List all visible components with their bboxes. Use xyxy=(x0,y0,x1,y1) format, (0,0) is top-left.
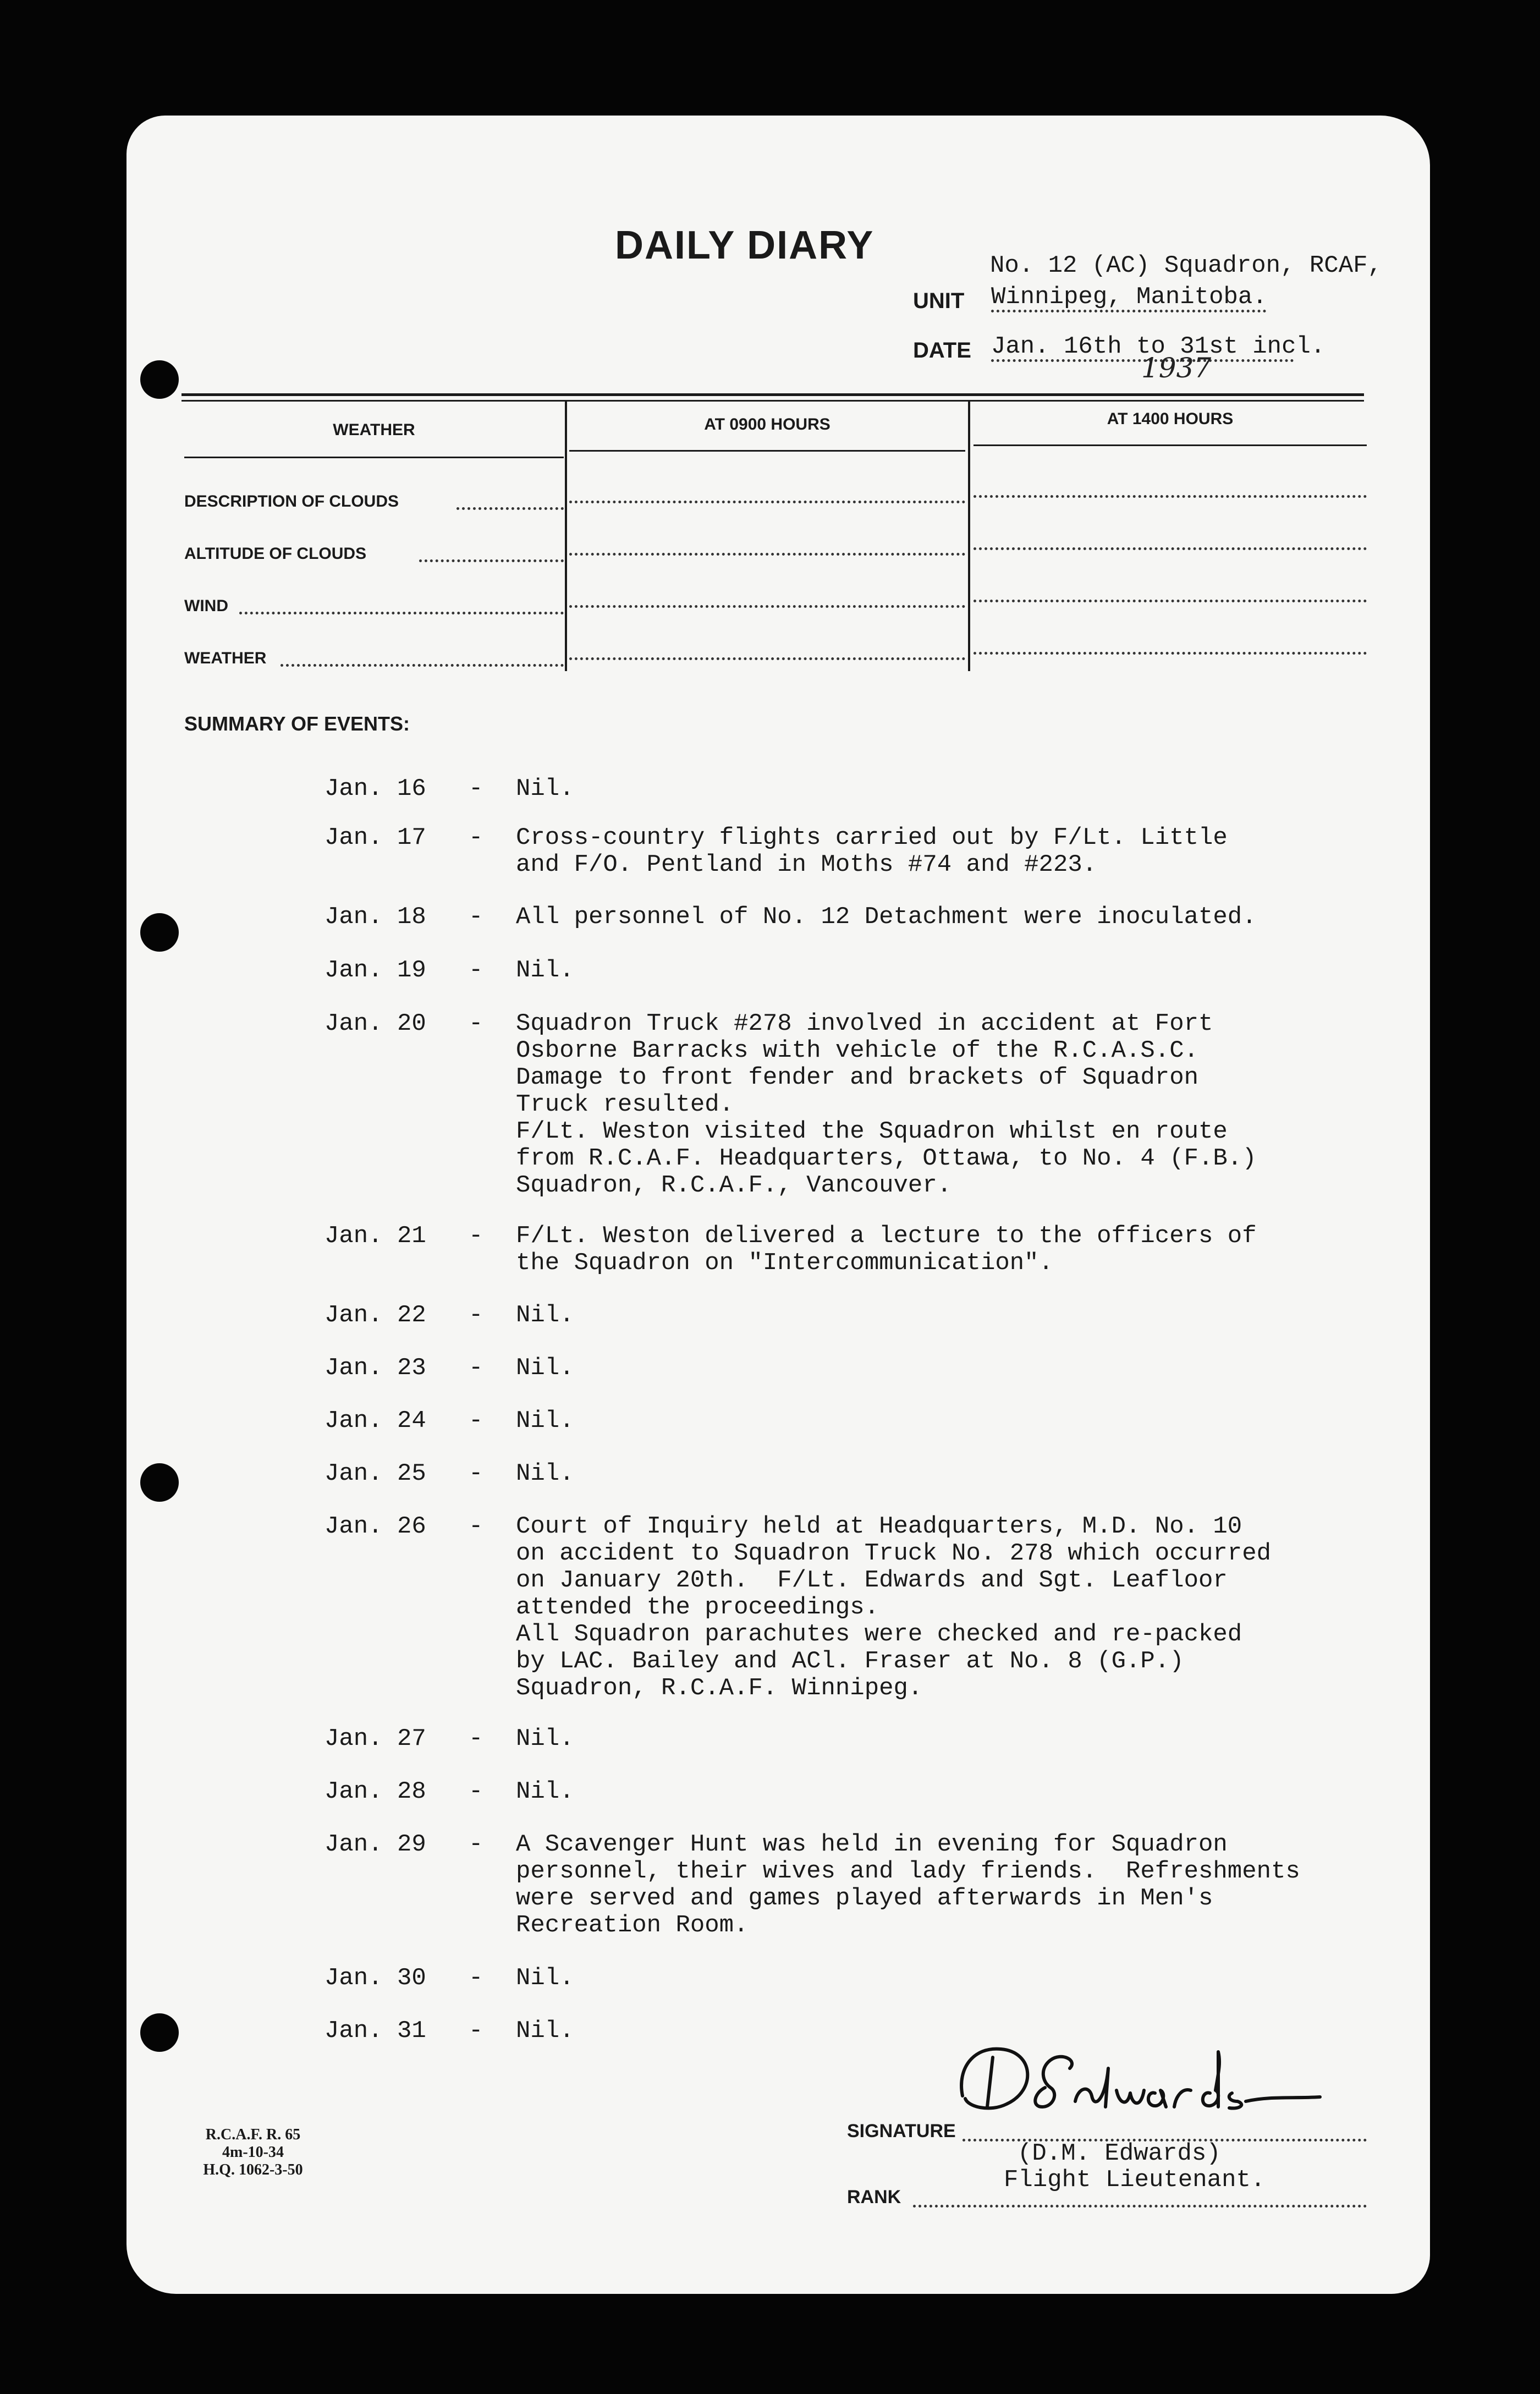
column-header-1400: AT 1400 HOURS xyxy=(1107,410,1234,428)
list-item: Jan. 23 - Nil. xyxy=(324,1355,1402,1382)
row-label-wind: WIND xyxy=(184,597,228,615)
entry-text: All personnel of No. 12 Detachment were inoculated. xyxy=(516,903,1257,931)
entry-date: Jan. 17 xyxy=(324,824,426,852)
list-item: Jan. 20 - Squadron Truck #278 involved in accident at Fort Osborne Barracks with vehicle of the R.C.A.S.C. Damage to front fender and brackets of Squadron Truck resulted. F/Lt. Weston visited the Squadron whilst en route from R.C.A.F. Headquarters, Ottawa, to No. 4 (F.B.) Squadron, R.C.A.F., Vancouver. xyxy=(324,1011,1402,1199)
entry-date: Jan. 16 xyxy=(324,775,426,803)
entry-text: Nil. xyxy=(516,1964,574,1992)
row-dotted-line xyxy=(569,605,965,608)
table-top-rule-thin xyxy=(182,400,1364,402)
entry-date: Jan. 19 xyxy=(324,957,426,984)
entry-text: Court of Inquiry held at Headquarters, M.D. No. 10 on accident to Squadron Truck No. 278 which occurred on January 20th. F/Lt. Edwards and Sgt. Leafloor attended the proceedings. All Squadron parachutes were checked and re-packed by LAC. Bailey and ACl. Fraser at No. 8 (G.P.) Squadron, R.C.A.F. Winnipeg. xyxy=(516,1513,1272,1702)
entry-text: Nil. xyxy=(516,1460,574,1487)
summary-entries xyxy=(324,776,1402,2045)
header-underline xyxy=(569,450,965,452)
unit-name-line1: No. 12 (AC) Squadron, RCAF, xyxy=(990,252,1382,279)
rank-label: RANK xyxy=(847,2187,901,2208)
entry-date: Jan. 31 xyxy=(324,2017,426,2045)
entry-text: A Scavenger Hunt was held in evening for Squadron personnel, their wives and lady friends. Refreshments were served and games played afterwards in Men's Recreation Room. xyxy=(516,1831,1300,1939)
list-item: Jan. 16 - Nil. xyxy=(324,776,1402,803)
signer-name: (D.M. Edwards) xyxy=(1018,2140,1221,2167)
list-item: Jan. 18 - All personnel of No. 12 Detachment were inoculated. xyxy=(324,904,1402,931)
diary-page xyxy=(127,116,1430,2294)
list-item: Jan. 19 - Nil. xyxy=(324,957,1402,984)
entry-date: Jan. 21 xyxy=(324,1222,426,1250)
entry-text: Nil. xyxy=(516,957,574,984)
row-dotted-line xyxy=(239,612,564,614)
entry-text: Squadron Truck #278 involved in accident at Fort Osborne Barracks with vehicle of the R.C.A.S.C. Damage to front fender and brackets of Squadron Truck resulted. F/Lt. Weston visited the Squadron whilst en route from R.C.A.F. Headquarters, Ottawa, to No. 4 (F.B.) Squadron, R.C.A.F., Vancouver. xyxy=(516,1010,1257,1199)
page-title: DAILY DIARY xyxy=(615,223,875,267)
list-item: Jan. 31 - Nil. xyxy=(324,2018,1402,2045)
binder-hole xyxy=(140,360,179,399)
row-dotted-line xyxy=(569,501,965,503)
entry-date: Jan. 28 xyxy=(324,1778,426,1805)
row-dotted-line xyxy=(974,652,1367,655)
entry-date: Jan. 20 xyxy=(324,1010,426,1037)
entry-text: Nil. xyxy=(516,2017,574,2045)
list-item: Jan. 24 - Nil. xyxy=(324,1408,1402,1435)
entry-date: Jan. 23 xyxy=(324,1354,426,1382)
list-item: Jan. 28 - Nil. xyxy=(324,1778,1402,1805)
entry-date: Jan. 26 xyxy=(324,1513,426,1540)
entry-date: Jan. 22 xyxy=(324,1302,426,1329)
entry-text: Nil. xyxy=(516,1725,574,1753)
rank-dotted-line xyxy=(913,2205,1367,2208)
entry-date: Jan. 24 xyxy=(324,1407,426,1435)
signature-label: SIGNATURE xyxy=(847,2121,956,2142)
entry-text: Cross-country flights carried out by F/Lt. Little and F/O. Pentland in Moths #74 and #223. xyxy=(516,824,1228,878)
list-item: Jan. 27 - Nil. xyxy=(324,1726,1402,1753)
handwritten-signature xyxy=(941,2035,1326,2129)
form-id-line: R.C.A.F. R. 65 xyxy=(205,2126,301,2143)
row-dotted-line xyxy=(974,600,1367,602)
summary-label: SUMMARY OF EVENTS: xyxy=(184,712,410,735)
header-underline xyxy=(184,457,564,458)
list-item: Jan. 25 - Nil. xyxy=(324,1460,1402,1487)
entry-date: Jan. 29 xyxy=(324,1831,426,1858)
binder-hole xyxy=(140,2013,179,2052)
form-id-line: H.Q. 1062-3-50 xyxy=(203,2161,303,2178)
row-label-clouds: DESCRIPTION OF CLOUDS xyxy=(184,492,399,510)
table-column-divider xyxy=(968,402,970,671)
row-dotted-line xyxy=(569,553,965,556)
entry-text: F/Lt. Weston delivered a lecture to the officers of the Squadron on "Intercommunication". xyxy=(516,1222,1257,1277)
row-label-weather: WEATHER xyxy=(184,649,267,667)
entry-text: Nil. xyxy=(516,775,574,803)
entry-text: Nil. xyxy=(516,1302,574,1329)
date-label: DATE xyxy=(913,338,971,363)
list-item: Jan. 17 - Cross-country flights carried out by F/Lt. Little and F/O. Pentland in Moths #74 and #223. xyxy=(324,825,1402,878)
row-dotted-line xyxy=(974,547,1367,550)
unit-name-line2: Winnipeg, Manitoba. xyxy=(991,283,1267,311)
table-top-rule xyxy=(182,393,1364,396)
column-header-weather: WEATHER xyxy=(333,421,415,439)
row-dotted-line xyxy=(280,664,564,667)
unit-label: UNIT xyxy=(913,289,965,313)
date-value: Jan. 16th to 31st incl. xyxy=(991,333,1326,360)
list-item: Jan. 29 - A Scavenger Hunt was held in evening for Squadron personnel, their wives and lady friends. Refreshments were served and games played afterwards in Men's Recreation Room. xyxy=(324,1831,1402,1939)
table-column-divider xyxy=(565,402,567,671)
signer-rank: Flight Lieutenant. xyxy=(1004,2166,1266,2194)
binder-hole xyxy=(140,913,179,952)
list-item: Jan. 22 - Nil. xyxy=(324,1302,1402,1329)
list-item: Jan. 30 - Nil. xyxy=(324,1965,1402,1992)
form-id-line: 4m-10-34 xyxy=(222,2144,284,2161)
row-label-altitude: ALTITUDE OF CLOUDS xyxy=(184,545,367,563)
row-dotted-line xyxy=(569,657,965,660)
entry-date: Jan. 30 xyxy=(324,1964,426,1992)
entry-text: Nil. xyxy=(516,1407,574,1435)
entry-text: Nil. xyxy=(516,1354,574,1382)
row-dotted-line xyxy=(974,495,1367,498)
list-item: Jan. 26 - Court of Inquiry held at Headquarters, M.D. No. 10 on accident to Squadron Truck No. 278 which occurred on January 20th. F/Lt. Edwards and Sgt. Leafloor attended the proceedings. All Squadron parachutes were checked and re-packed by LAC. Bailey and ACl. Fraser at No. 8 (G.P.) Squadron, R.C.A.F. Winnipeg. xyxy=(324,1513,1402,1702)
handwritten-year: 1937 xyxy=(1141,352,1212,384)
entry-date: Jan. 27 xyxy=(324,1725,426,1753)
row-dotted-line xyxy=(419,559,564,562)
form-identifier xyxy=(170,2126,336,2179)
list-item: Jan. 21 - F/Lt. Weston delivered a lecture to the officers of the Squadron on "Intercommunication". xyxy=(324,1223,1402,1277)
entry-date: Jan. 18 xyxy=(324,903,426,931)
binder-hole xyxy=(140,1463,179,1502)
entry-date: Jan. 25 xyxy=(324,1460,426,1487)
entry-text: Nil. xyxy=(516,1778,574,1805)
row-dotted-line xyxy=(457,507,564,510)
column-header-0900: AT 0900 HOURS xyxy=(704,415,831,433)
header-underline xyxy=(974,444,1367,446)
